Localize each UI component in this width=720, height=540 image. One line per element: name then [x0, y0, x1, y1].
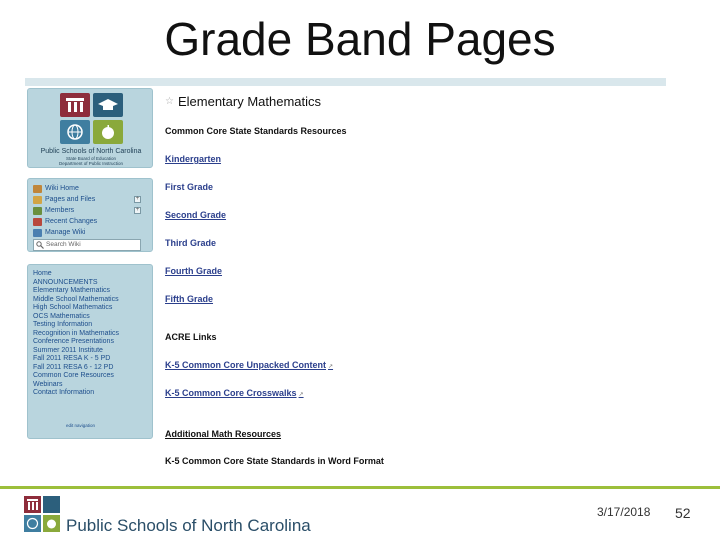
- edit-navigation-link[interactable]: edit navigation: [66, 423, 96, 428]
- logo-sub-line-1: State Board of Education: [65, 156, 117, 161]
- wiki-page-content: [157, 86, 666, 472]
- apple-icon: [93, 120, 123, 144]
- nav-link-high-school-mathematics[interactable]: High School Mathematics: [33, 304, 113, 311]
- third-grade-link[interactable]: Third Grade: [165, 238, 217, 248]
- nav-link-home[interactable]: Home: [33, 270, 52, 277]
- unpacked-content-label: K-5 Common Core Unpacked Content: [165, 360, 327, 370]
- nav-link-summer-institute[interactable]: Summer 2011 Institute: [33, 346, 103, 354]
- page-title-text: Elementary Mathematics: [177, 94, 322, 109]
- pages-and-files-link[interactable]: [33, 194, 95, 205]
- members-link[interactable]: [33, 205, 74, 216]
- logo-panel: [27, 88, 153, 168]
- unpacked-content-link[interactable]: [165, 360, 333, 370]
- home-icon: [33, 185, 42, 193]
- search-placeholder: Search Wiki: [46, 241, 81, 248]
- page-title: [165, 94, 321, 109]
- additional-math-resources-heading: Additional Math Resources: [165, 429, 282, 439]
- footer-org-name: Public Schools of North Carolina: [66, 516, 311, 535]
- footer-date: 3/17/2018: [597, 505, 651, 519]
- members-icon: [33, 207, 42, 215]
- external-link-icon: ↗: [328, 364, 334, 370]
- wiki-home-link[interactable]: [33, 183, 79, 194]
- manage-wiki-label: Manage Wiki: [45, 229, 86, 236]
- expand-members-icon[interactable]: +: [135, 207, 140, 213]
- browser-top-bar: [25, 78, 666, 86]
- second-grade-link[interactable]: Second Grade: [165, 210, 227, 220]
- crosswalks-label: K-5 Common Core Crosswalks: [165, 388, 297, 398]
- slide-title: Grade Band Pages: [164, 13, 556, 65]
- fifth-grade-link[interactable]: Fifth Grade: [165, 294, 214, 304]
- search-icon: [36, 241, 44, 249]
- nav-link-announcements[interactable]: ANNOUNCEMENTS: [33, 278, 98, 286]
- nav-link-recognition[interactable]: Recognition in Mathematics: [33, 329, 119, 337]
- globe-icon: [60, 120, 90, 144]
- calendar-icon: [33, 218, 42, 226]
- graduation-cap-icon: [93, 93, 123, 117]
- recent-changes-link[interactable]: [33, 216, 97, 227]
- nav-link-fall-resa-612[interactable]: Fall 2011 RESA 6 - 12 PD: [33, 363, 114, 371]
- nav-link-conference-presentations[interactable]: Conference Presentations: [33, 338, 114, 345]
- logo-caption: [28, 148, 154, 166]
- wiki-home-label: Wiki Home: [45, 185, 79, 192]
- nav-link-testing-information[interactable]: Testing Information: [33, 321, 93, 328]
- slide-number: 52: [675, 505, 691, 521]
- wiki-sidebar: [25, 86, 157, 472]
- folder-icon: [33, 196, 42, 204]
- recent-changes-label: Recent Changes: [45, 218, 98, 225]
- first-grade-link[interactable]: First Grade: [165, 182, 214, 192]
- navigation-panel: [27, 264, 153, 439]
- logo-sub-line-2: Department of Public Instruction: [58, 161, 124, 166]
- nav-link-ocs-mathematics[interactable]: OCS Mathematics: [33, 312, 90, 320]
- footer-divider: [0, 486, 720, 489]
- pages-and-files-label: Pages and Files: [45, 196, 96, 203]
- expand-pages-icon[interactable]: +: [135, 196, 140, 202]
- nav-link-common-core-resources[interactable]: Common Core Resources: [33, 372, 114, 379]
- crosswalks-link[interactable]: [165, 388, 304, 398]
- columns-icon: [60, 93, 90, 117]
- search-wiki-input[interactable]: [33, 239, 141, 251]
- footer-logo: [22, 494, 62, 534]
- nav-link-middle-school-mathematics[interactable]: Middle School Mathematics: [33, 295, 119, 303]
- nav-link-webinars[interactable]: Webinars: [33, 380, 63, 388]
- nav-link-elementary-mathematics[interactable]: Elementary Mathematics: [33, 287, 111, 294]
- navigation-list: [33, 270, 151, 398]
- members-label: Members: [45, 207, 75, 214]
- nav-link-contact-information[interactable]: Contact Information: [33, 389, 95, 396]
- fourth-grade-link[interactable]: Fourth Grade: [165, 266, 223, 276]
- external-link-icon: ↗: [298, 392, 304, 398]
- nav-link-fall-resa-k5[interactable]: Fall 2011 RESA K - 5 PD: [33, 355, 111, 362]
- word-format-heading: K-5 Common Core State Standards in Word Format: [165, 456, 384, 466]
- manage-icon: [33, 229, 42, 237]
- logo-org-name: Public Schools of North Carolina: [40, 148, 142, 155]
- acre-links-heading: ACRE Links: [165, 332, 217, 342]
- common-core-resources-heading: Common Core State Standards Resources: [165, 126, 347, 136]
- wiki-tools-panel: [27, 178, 153, 252]
- manage-wiki-link[interactable]: [33, 227, 85, 238]
- ncpublic-schools-logo[interactable]: [60, 93, 124, 145]
- kindergarten-link[interactable]: Kindergarten: [165, 154, 222, 164]
- star-icon[interactable]: ☆: [165, 96, 174, 107]
- wiki-screenshot: [25, 78, 666, 472]
